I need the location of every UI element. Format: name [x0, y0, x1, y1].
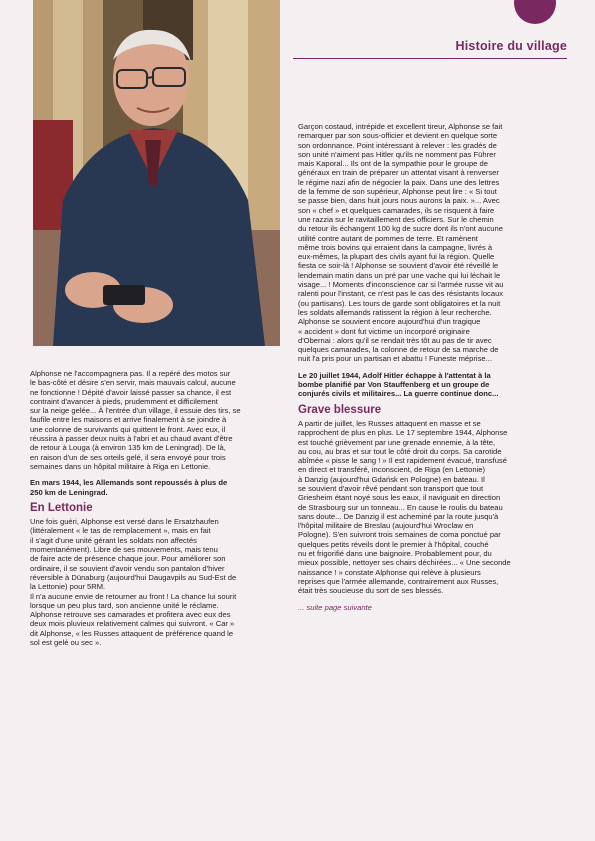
paragraph: Garçon costaud, intrépide et excellent tireur, Alphonse se fait remarquer par son sous-officier et devient en quelque sorte son ordonnance. Point intéressant à relever : les gradés de son unité n'aiment pas Hitler qu'ils ne nomment pas Führer mais Kaporal... Ils ont de la sympathie pour le groupe de généraux en train de préparer un attentat visant à renverser le régime nazi afin de négocier la paix. Dans une des lettres de la femme de son supérieur, Alphonse peut lire : « Si tout se passe bien, dans huit jours nous aurons la paix. »... Avec son « chef » et quelques camarades, ils se risquent à faire une razzia sur le ravitaillement des officiers. Sur le chemin du retour ils échangent 100 kg de sucre dont ils n'ont aucune utilité contre autant de pommes de terre. Et ramènent même trois bovins qui erraient dans la campagne, livrés à eux-mêmes, la plupart des civils ayant fui la région. Quelle fiesta ce soir-là ! Alphonse se souvient d'avoir été réveillé le lendemain matin dans un pré par une vache qui lui léchait le visage... ! Moments d'inconscience car si l'armée russe vit au ralenti pour l'instant, ce n'est pas le cas des résistants locaux (ou partisans). Les tours de garde sont obligatoires et la nuit les soldats allemands ratissent la région à leur recherche. Alphonse se souvient encore aujourd'hui d'un tragique « accident » dont fut victime un incorporé originaire d'Obernai : alors qu'il se rendait très tôt au pas de tir avec quelques camarades, la colonne de retour de sa marche de nuit l'a pris pour un partisan et abattu ! Funeste méprise...: [298, 122, 504, 364]
right-column: [298, 122, 550, 619]
highlight-paragraph: Le 20 juillet 1944, Adolf Hitler échappe à l'attentat à la bombe planifié par Von Stauffenberg et un groupe de conjurés civils et militaires... La guerre continue donc...: [298, 370, 499, 399]
paragraph: A partir de juillet, les Russes attaquent en masse et se rapprochent de plus en plus. Le 17 septembre 1944, Alphonse est touché grièvement par une grenade ennemie, à la tête, au cou, au bras et sur tout le côté droit du corps. Sa carotide abîmée « pisse le sang ! » Il est rapidement évacué, transfusé en direct et transféré, inconscient, de Riga (en Lettonie) à Danzig (aujourd'hui Gdańsk en Pologne) en bateau. Il se souvient d'avoir rêvé pendant son transport que tout Griesheim étant noyé sous les eaux, il naviguait en direction de Strasbourg sur un tonneau... En cause le roulis du bateau sans doute... De Danzig il est acheminé par la route jusqu'à l'hôpital militaire de Breslau (aujourd'hui Wroclaw en Pologne). S'en suivront trois semaines de coma ponctué par quelques petits réveils dont le premier à l'hôpital, couché nu et frigorifié dans une baignoire. Probablement pour, du mieux possible, nettoyer ses chairs déchirées... « Une seconde naissance ! » constate Alphonse qui relève à plusieurs reprises que l'armée allemande, contrairement aux Russes, était très soucieuse du sort de ses blessés.: [298, 418, 511, 596]
section-header: [293, 38, 567, 59]
subheading: Grave blessure: [298, 403, 382, 416]
paragraph: Alphonse ne l'accompagnera pas. Il a repéré des motos sur le bas-côté et désire s'en servir, mais mauvais calcul, aucune ne fonctionne ! Dépité d'avoir laissé passer sa chance, il est contraint d'avancer à pieds, prudemment et difficilement sur la neige gelée... À l'entrée d'un village, il essuie des tirs, se faufile entre les maisons et arrive finalement à se joindre à une colonne de survivants qui quittent le front. Avec eux, il réussira à passer deux nuits à l'abri et au chaud avant d'être de retour à Louga (à environ 135 km de Leningrad). De là, en raison d'un de ses orteils gelé, il sera envoyé pour trois semaines dans un hôpital militaire à Riga en Lettonie.: [30, 369, 241, 471]
section-title: Histoire du village: [455, 39, 567, 53]
portrait-photo: [33, 0, 280, 346]
corner-decoration: [514, 0, 556, 24]
continued-link[interactable]: ... suite page suivante: [298, 602, 372, 612]
paragraph: Une fois guéri, Alphonse est versé dans le Ersatzhaufen (littéralement « le tas de remplacement », mais en fait il s'agit d'une unité gérant les soldats non affectés momentanément). Libre de ses mouvements, mais tenu de faire acte de présence chaque jour. Pour améliorer son ordinaire, il se souvient d'avoir vendu son pantalon d'hiver réversible à Dünaburg (aujourd'hui Daugavpils au Sud-Est de la Lettonie) pour 5RM. Il n'a aucune envie de retourner au front ! La chance lui sourit lorsque un peu plus tard, son ancienne unité le réclame. Alphonse retrouve ses camarades et profitera avec eux des deux mois pluvieux relativement calmes qui suivront. « Car » dit Alphonse, « les Russes attaquent de préférence quand le sol est gelé ou sec ».: [30, 517, 237, 648]
subheading: En Lettonie: [30, 501, 93, 514]
left-column: [30, 369, 278, 654]
highlight-paragraph: En mars 1944, les Allemands sont repoussés à plus de 250 km de Leningrad.: [30, 478, 228, 497]
portrait-photo-icon: [33, 0, 280, 346]
